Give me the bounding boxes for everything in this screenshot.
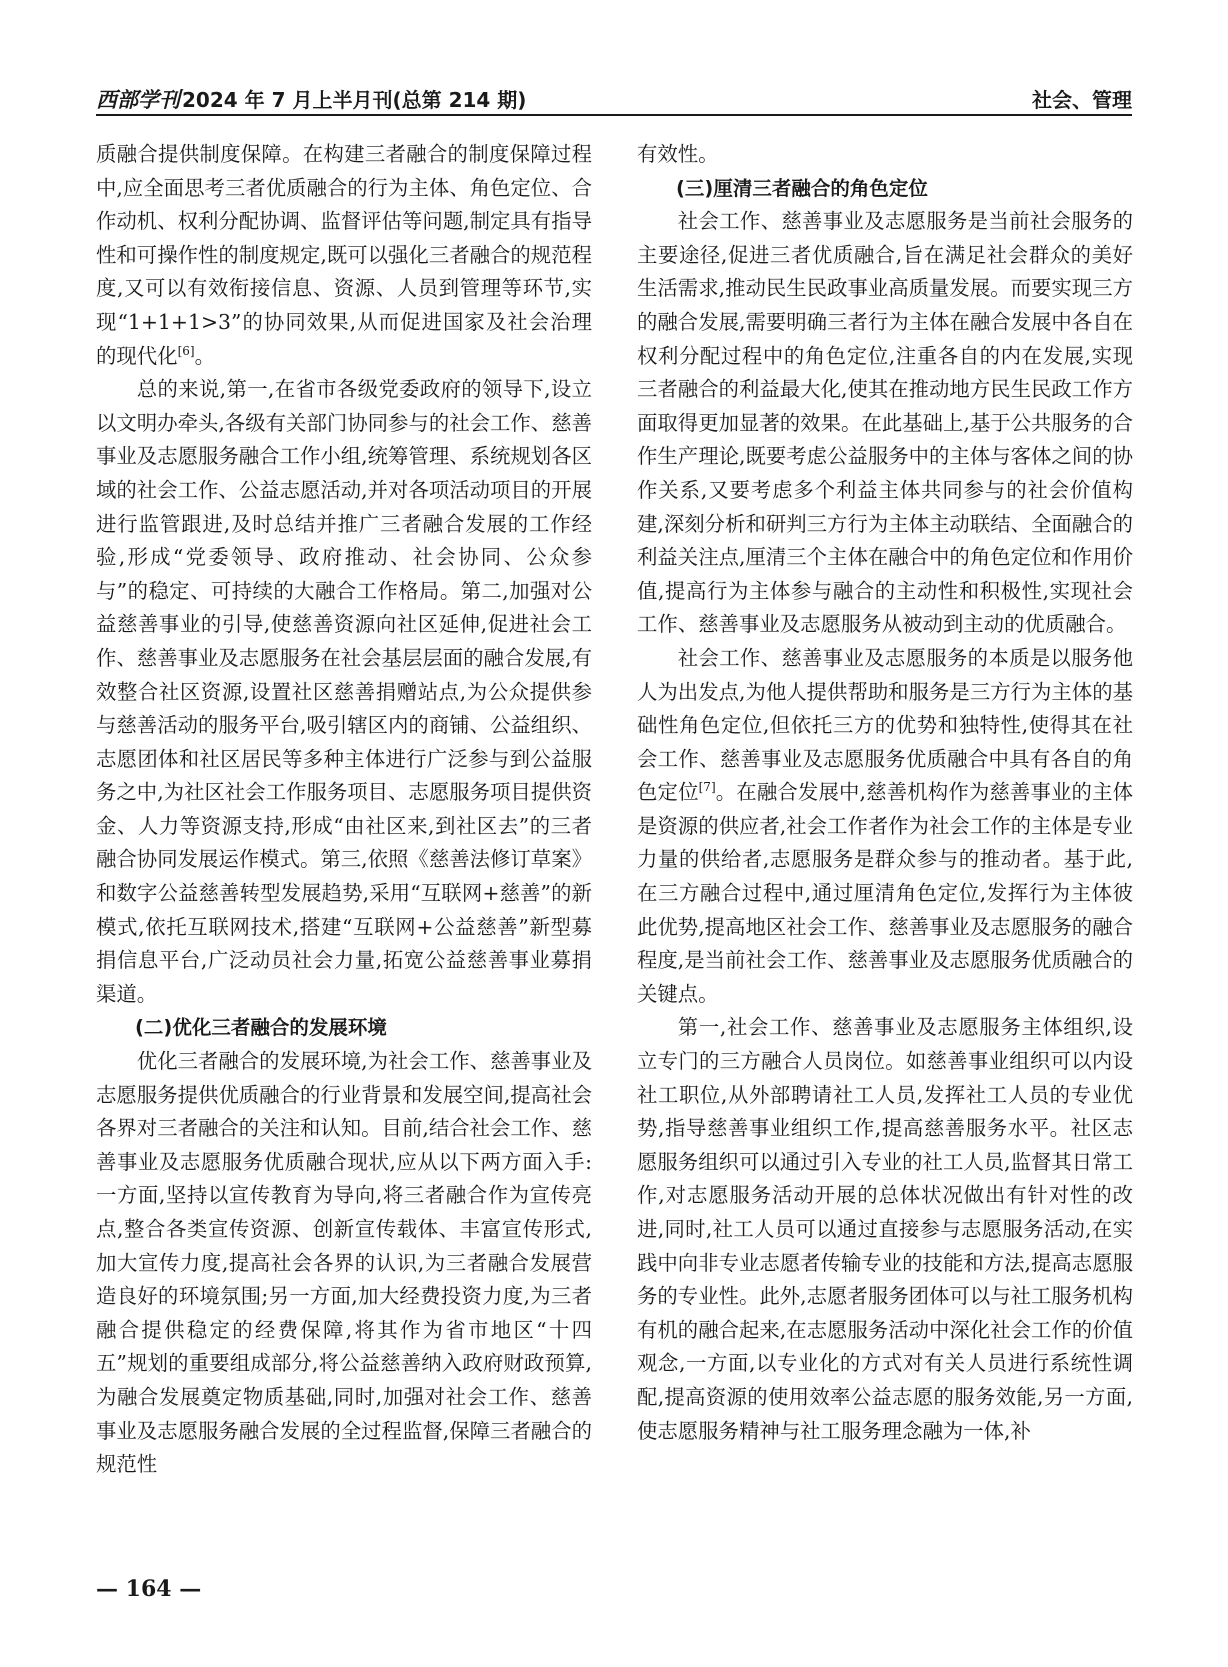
section-heading: (二)优化三者融合的发展环境: [135, 1016, 387, 1040]
paragraph: 质融合提供制度保障。在构建三者融合的制度保障过程中,应全面思考三者优质融合的行为主体、角色定位、合作动机、权利分配协调、监督评估等问题,制定具有指导性和可操作性的制度规定,既可以强化三者融合的规范程度,又可以有效衔接信息、资源、人员到管理等环节,实现“1+1+1>3”的协同效果,从而促进国家及社会治理的现代化[6]。: [96, 142, 592, 368]
running-header: [96, 84, 1132, 116]
paragraph: 第一,社会工作、慈善事业及志愿服务主体组织,设立专门的三方融合人员岗位。如慈善事业组织可以内设社工职位,从外部聘请社工人员,发挥社工人员的专业优势,指导慈善事业组织工作,提高慈善服务水平。社区志愿服务组织可以通过引入专业的社工人员,监督其日常工作,对志愿服务活动开展的总体状况做出有针对性的改进,同时,社工人员可以通过直接参与志愿服务活动,在实践中向非专业志愿者传输专业的技能和方法,提高志愿服务的专业性。此外,志愿者服务团体可以与社工服务机构有机的融合起来,在志愿服务活动中深化社会工作的价值观念,一方面,以专业化的方式对有关人员进行系统性调配,提高资源的使用效率公益志愿的服务效能,另一方面,使志愿服务精神与社工服务理念融为一体,补: [637, 1015, 1133, 1443]
paragraph: 优化三者融合的发展环境,为社会工作、慈善事业及志愿服务提供优质融合的行业背景和发展空间,提高社会各界对三者融合的关注和认知。目前,结合社会工作、慈善事业及志愿服务优质融合现状,应从以下两方面入手:一方面,坚持以宣传教育为导向,将三者融合作为宣传亮点,整合各类宣传资源、创新宣传载体、丰富宣传形式,加大宣传力度,提高社会各界的认识,为三者融合发展营造良好的环境氛围;另一方面,加大经费投资力度,为三者融合提供稳定的经费保障,将其作为省市地区“十四五”规划的重要组成部分,将公益慈善纳入政府财政预算,为融合发展奠定物质基础,同时,加强对社会工作、慈善事业及志愿服务融合发展的全过程监督,保障三者融合的规范性: [96, 1049, 592, 1477]
page-number: — 164 —: [96, 1576, 202, 1602]
header-left: [96, 84, 526, 114]
left-column: [96, 138, 592, 1482]
paragraph: 有效性。: [637, 142, 719, 166]
paragraph: 社会工作、慈善事业及志愿服务是当前社会服务的主要途径,促进三者优质融合,旨在满足社会群众的美好生活需求,推动民生民政事业高质量发展。而要实现三方的融合发展,需要明确三者行为主体在融合发展中各自在权利分配过程中的角色定位,注重各自的内在发展,实现三者融合的利益最大化,使其在推动地方民生民政工作方面取得更加显著的效果。在此基础上,基于公共服务的合作生产理论,既要考虑公益服务中的主体与客体之间的协作关系,又要考虑多个利益主体共同参与的社会价值构建,深刻分析和研判三方行为主体主动联结、全面融合的利益关注点,厘清三个主体在融合中的角色定位和作用价值,提高行为主体参与融合的主动性和积极性,实现社会工作、慈善事业及志愿服务从被动到主动的优质融合。: [637, 209, 1133, 637]
section-label: 社会、管理: [1032, 88, 1132, 112]
paragraph: 总的来说,第一,在省市各级党委政府的领导下,设立以文明办牵头,各级有关部门协同参与的社会工作、慈善事业及志愿服务融合工作小组,统筹管理、系统规划各区域的社会工作、公益志愿活动,并对各项活动项目的开展进行监管跟进,及时总结并推广三者融合发展的工作经验,形成“党委领导、政府推动、社会协同、公众参与”的稳定、可持续的大融合工作格局。第二,加强对公益慈善事业的引导,使慈善资源向社区延伸,促进社会工作、慈善事业及志愿服务在社会基层层面的融合发展,有效整合社区资源,设置社区慈善捐赠站点,为公众提供参与慈善活动的服务平台,吸引辖区内的商铺、公益组织、志愿团体和社区居民等多种主体进行广泛参与到公益服务之中,为社区社会工作服务项目、志愿服务项目提供资金、人力等资源支持,形成“由社区来,到社区去”的三者融合协同发展运作模式。第三,依照《慈善法修订草案》和数字公益慈善转型发展趋势,采用“互联网+慈善”的新模式,依托互联网技术,搭建“互联网+公益慈善”新型募捐信息平台,广泛动员社会力量,拓宽公益慈善事业募捐渠道。: [96, 377, 592, 1006]
issue-info: 2024 年 7 月上半月刊(总第 214 期): [182, 88, 527, 112]
paragraph: 社会工作、慈善事业及志愿服务的本质是以服务他人为出发点,为他人提供帮助和服务是三方行为主体的基础性角色定位,但依托三方的优势和独特性,使得其在社会工作、慈善事业及志愿服务优质融合中具有各自的角色定位[7]。在融合发展中,慈善机构作为慈善事业的主体是资源的供应者,社会工作者作为社会工作的主体是专业力量的供给者,志愿服务是群众参与的推动者。基于此,在三方融合过程中,通过厘清角色定位,发挥行为主体彼此优势,提高地区社会工作、慈善事业及志愿服务的融合程度,是当前社会工作、慈善事业及志愿服务优质融合的关键点。: [637, 645, 1134, 1006]
citation: [6]: [177, 343, 195, 358]
right-column: [637, 138, 1133, 1448]
citation: [7]: [698, 780, 716, 795]
section-heading: (三)厘清三者融合的角色定位: [676, 176, 928, 200]
journal-logo: 西部学刊: [96, 87, 180, 112]
